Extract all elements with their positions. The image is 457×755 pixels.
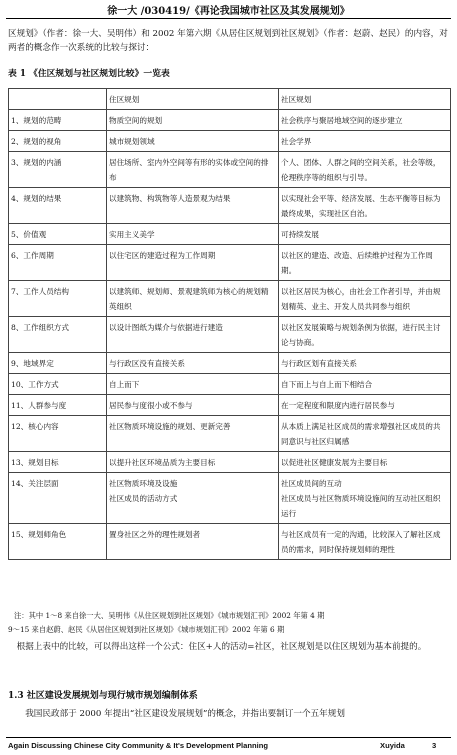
header-divider [6, 18, 451, 19]
conclusion-paragraph [8, 640, 448, 654]
table-row [9, 473, 451, 524]
community-planning-cell: 与行政区划有直接关系 [279, 353, 451, 374]
footer-english-title: Again Discussing Chinese City Community & It's Development Planning [8, 741, 269, 750]
section-paragraph [8, 707, 448, 721]
table-row [9, 395, 451, 416]
table-row [9, 110, 451, 131]
note-line-2: 9～15 来自赵蔚、赵民《从居住区规划到社区规划》《城市规划汇刊》2002 年第 6 期 [8, 625, 285, 634]
row-label-cell: 6、工作周期 [9, 245, 107, 281]
table-row [9, 416, 451, 452]
intro-paragraph: 区规划》（作者：徐一大、吴明伟）和 2002 年第六期《从居住区规划到社区规划》（作者：赵蔚、赵民）的内容，对两者的概念作一次系统的比较与探讨： [8, 29, 448, 53]
section-heading: 1.3 社区建设发展规划与现行城市规划编制体系 [8, 691, 198, 701]
table-note [8, 609, 450, 637]
residential-planning-cell: 以设计图纸为媒介与依据进行建造 [107, 317, 279, 353]
table-row [9, 317, 451, 353]
footer-divider [6, 737, 451, 738]
residential-planning-cell: 城市规划领域 [107, 131, 279, 152]
community-planning-cell: 社会学界 [279, 131, 451, 152]
residential-planning-cell: 社区物质环境及设施 社区成员的活动方式 [107, 473, 279, 524]
community-planning-cell: 社会秩序与聚居地域空间的逐步建立 [279, 110, 451, 131]
community-planning-cell: 在一定程度和限度内进行居民参与 [279, 395, 451, 416]
footer-author: Xuyida [380, 741, 405, 750]
residential-planning-cell: 自上而下 [107, 374, 279, 395]
conclusion-text: 根据上表中的比较，可以得出这样一个公式：住区+人的活动=社区，社区规划是以住区规划为基本前提的。 [16, 642, 427, 652]
community-planning-cell: 可持续发展 [279, 224, 451, 245]
row-label-cell: 13、规划目标 [9, 452, 107, 473]
residential-planning-cell: 以建筑师、规划师、景观建筑师为核心的规划精英组织 [107, 281, 279, 317]
community-planning-cell: 个人、团体、人群之间的空间关系，社会等级，伦理秩序等的组织与引导。 [279, 152, 451, 188]
table-row [9, 353, 451, 374]
community-planning-cell: 从本质上满足社区成员的需求增强社区成员的共同意识与社区归属感 [279, 416, 451, 452]
header-cell-blank [9, 89, 107, 110]
row-label-cell: 2、规划的视角 [9, 131, 107, 152]
table-row [9, 188, 451, 224]
table-header-row [9, 89, 451, 110]
community-planning-cell: 以社区的建造、改造、后续维护过程为工作周期。 [279, 245, 451, 281]
table-row [9, 224, 451, 245]
comparison-table [8, 88, 451, 560]
table-body [9, 110, 451, 560]
residential-planning-cell: 居民参与度很小或不参与 [107, 395, 279, 416]
community-planning-cell: 社区成员间的互动 社区成员与社区物质环境设施间的互动社区组织运行 [279, 473, 451, 524]
row-label-cell: 14、关注层面 [9, 473, 107, 524]
community-planning-cell: 自下而上与自上而下相结合 [279, 374, 451, 395]
note-line-1: 注：其中 1～8 来自徐一大、吴明伟《从住区规划到社区规划》《城市规划汇刊》2002 年第 4 期 [14, 611, 325, 620]
table-row [9, 152, 451, 188]
table-row [9, 281, 451, 317]
table-caption: 表 1 《住区规划与社区规划比较》一览表 [8, 69, 170, 79]
row-label-cell: 8、工作组织方式 [9, 317, 107, 353]
community-planning-cell: 以社区发展策略与规划条例为依据，进行民主讨论与协商。 [279, 317, 451, 353]
row-label-cell: 5、价值观 [9, 224, 107, 245]
header-cell-community-planning: 社区规划 [279, 89, 451, 110]
community-planning-cell: 以社区居民为核心，由社会工作者引导，并由规划精英、业主、开发人员共同参与组织 [279, 281, 451, 317]
residential-planning-cell: 实用主义美学 [107, 224, 279, 245]
residential-planning-cell: 以建筑物、构筑物等人造景观为结果 [107, 188, 279, 224]
row-label-cell: 7、工作人员结构 [9, 281, 107, 317]
section-paragraph-text: 我国民政部于 2000 年提出“社区建设发展规划”的概念，并指出要制订一个五年规划 [25, 709, 345, 719]
table-row [9, 524, 451, 560]
community-planning-cell: 以实现社会平等、经济发展、生态平衡等目标为最终成果，实现社区自治。 [279, 188, 451, 224]
header-cell-residential-planning: 住区规划 [107, 89, 279, 110]
row-label-cell: 11、人群参与度 [9, 395, 107, 416]
row-label-cell: 1、规划的范畴 [9, 110, 107, 131]
row-label-cell: 4、规划的结果 [9, 188, 107, 224]
table-row [9, 131, 451, 152]
row-label-cell: 3、规划的内涵 [9, 152, 107, 188]
community-planning-cell: 以促进社区健康发展为主要目标 [279, 452, 451, 473]
page-header-title: 徐一大 /030419/《再论我国城市社区及其发展规划》 [107, 6, 350, 17]
row-label-cell: 9、地域界定 [9, 353, 107, 374]
row-label-cell: 15、规划师角色 [9, 524, 107, 560]
community-planning-cell: 与社区成员有一定的沟通，比较深入了解社区成员的需求，同时保持规划师的理性 [279, 524, 451, 560]
table-row [9, 245, 451, 281]
table-row [9, 374, 451, 395]
row-label-cell: 10、工作方式 [9, 374, 107, 395]
table-row [9, 452, 451, 473]
row-label-cell: 12、核心内容 [9, 416, 107, 452]
residential-planning-cell: 以提升社区环境品质为主要目标 [107, 452, 279, 473]
residential-planning-cell: 与行政区没有直接关系 [107, 353, 279, 374]
residential-planning-cell: 社区物质环境设施的规划、更新完善 [107, 416, 279, 452]
residential-planning-cell: 置身社区之外的理性规划者 [107, 524, 279, 560]
table-header [9, 89, 451, 110]
page-number: 3 [432, 741, 437, 750]
residential-planning-cell: 居住场所、室内外空间等有形的实体或空间的排布 [107, 152, 279, 188]
residential-planning-cell: 以住宅区的建造过程为工作周期 [107, 245, 279, 281]
residential-planning-cell: 物质空间的规划 [107, 110, 279, 131]
